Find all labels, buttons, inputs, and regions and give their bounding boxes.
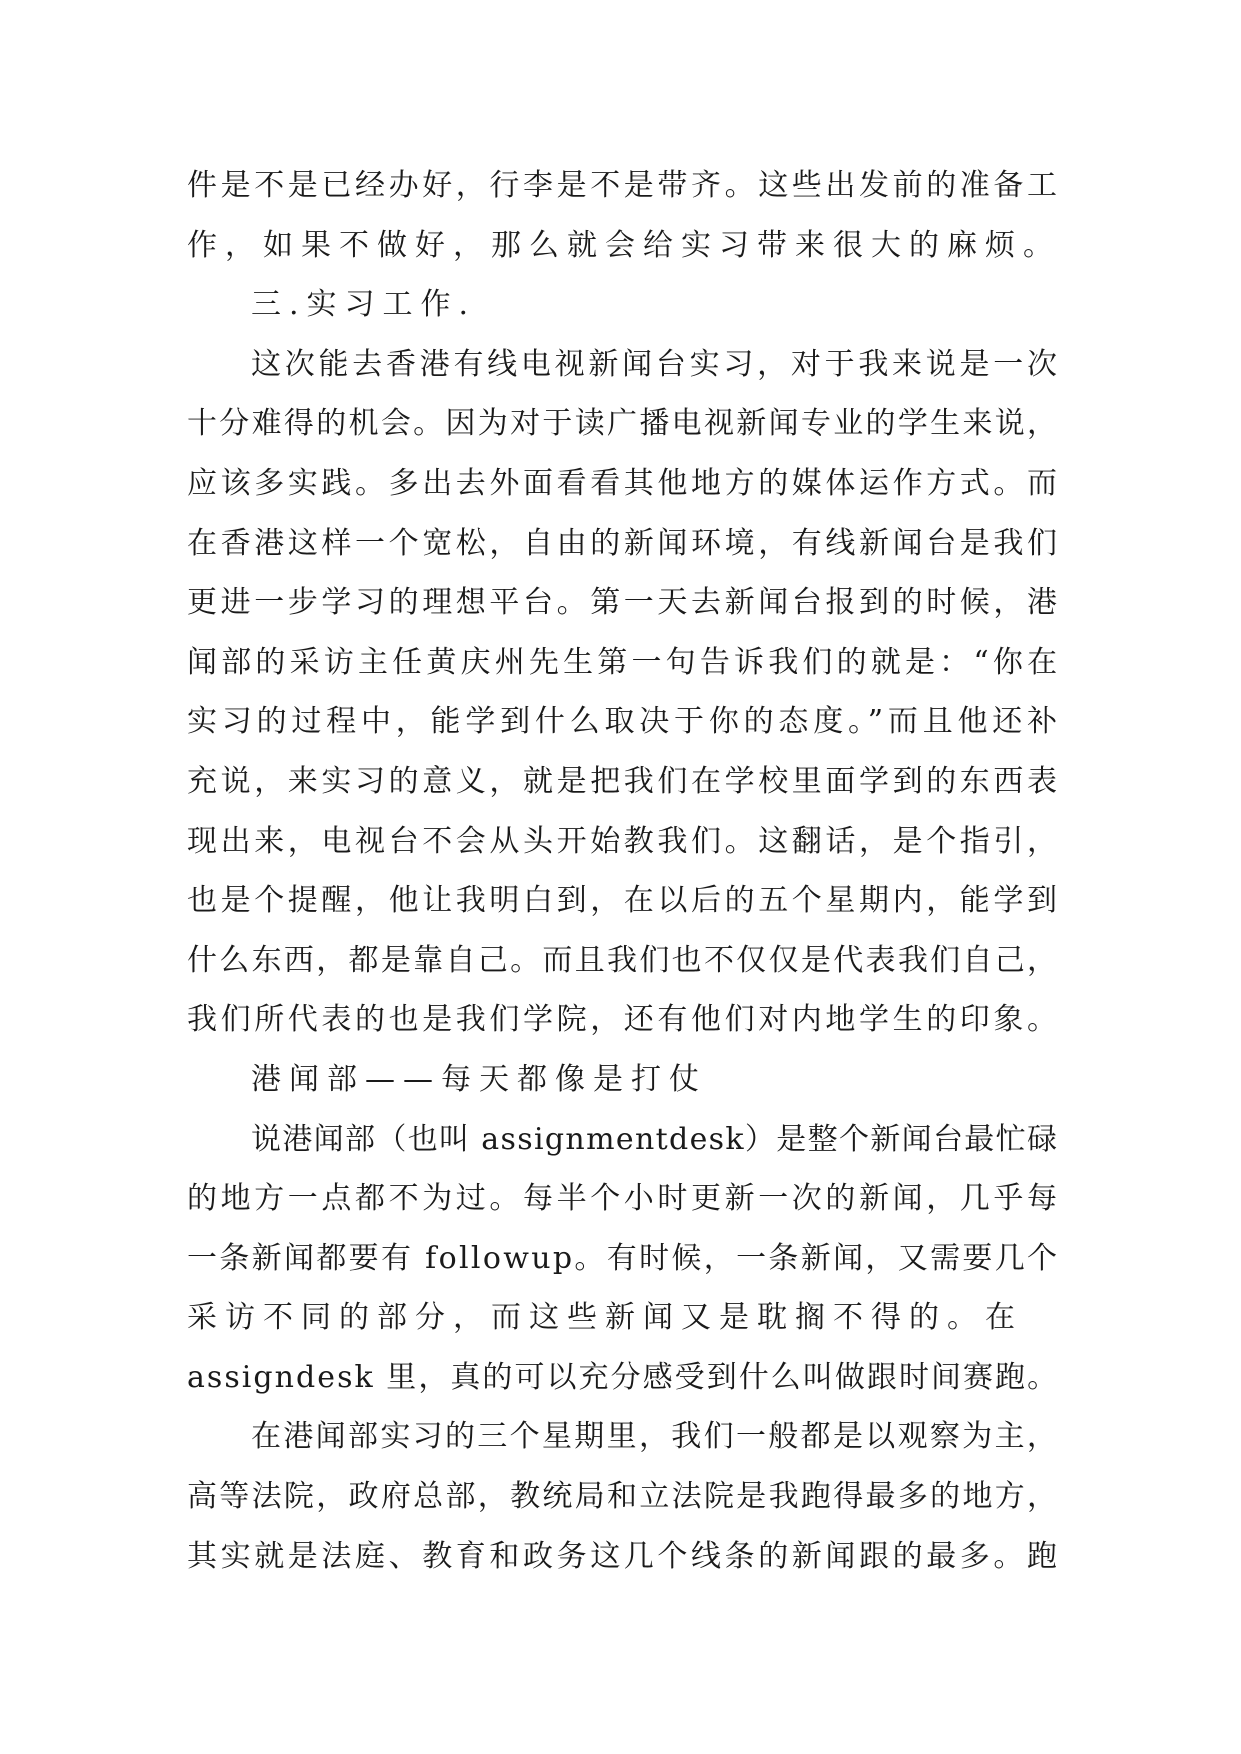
text-line: 一条新闻都要有 followup。有时候，一条新闻，又需要几个 xyxy=(187,1240,1060,1276)
text-line: 十分难得的机会。因为对于读广播电视新闻专业的学生来说， xyxy=(187,406,1060,442)
text-line: assigndesk 里，真的可以充分感受到什么叫做跟时间赛跑。 xyxy=(187,1359,1060,1395)
subsection-heading: 港闻部——每天都像是打仗 xyxy=(251,1061,707,1097)
text-line: 什么东西，都是靠自己。而且我们也不仅仅是代表我们自己， xyxy=(187,942,1060,978)
text-line: 采访不同的部分，而这些新闻又是耽搁不得的。在 xyxy=(187,1300,1023,1336)
text-line: 说港闻部（也叫 assignmentdesk）是整个新闻台最忙碌 xyxy=(251,1121,1059,1157)
text-line: 作，如果不做好，那么就会给实习带来很大的麻烦。 xyxy=(187,227,1061,263)
text-line: 件是不是已经办好，行李是不是带齐。这些出发前的准备工 xyxy=(187,168,1061,203)
text-line: 应该多实践。多出去外面看看其他地方的媒体运作方式。而 xyxy=(187,465,1061,501)
text-line: 其实就是法庭、教育和政务这几个线条的新闻跟的最多。跑 xyxy=(187,1538,1061,1574)
text-line: 也是个提醒，他让我明白到，在以后的五个星期内，能学到 xyxy=(187,883,1061,919)
text-line: 这次能去香港有线电视新闻台实习，对于我来说是一次 xyxy=(251,346,1061,382)
text-line: 高等法院，政府总部，教统局和立法院是我跑得最多的地方， xyxy=(187,1479,1060,1515)
body-text xyxy=(187,156,1062,1586)
text-line: 更进一步学习的理想平台。第一天去新闻台报到的时候，港 xyxy=(187,585,1061,621)
text-line: 的地方一点都不为过。每半个小时更新一次的新闻，几乎每 xyxy=(187,1181,1061,1217)
section-heading: 三.实习工作. xyxy=(251,287,477,323)
text-line: 充说，来实习的意义，就是把我们在学校里面学到的东西表 xyxy=(187,763,1061,799)
text-line: 在香港这样一个宽松，自由的新闻环境，有线新闻台是我们 xyxy=(187,525,1061,561)
text-line: 闻部的采访主任黄庆州先生第一句告诉我们的就是：“你在 xyxy=(187,644,1062,680)
text-line: 实习的过程中，能学到什么取决于你的态度。”而且他还补 xyxy=(187,704,1062,740)
text-line: 我们所代表的也是我们学院，还有他们对内地学生的印象。 xyxy=(187,1002,1061,1038)
text-line: 现出来，电视台不会从头开始教我们。这翻话，是个指引， xyxy=(187,823,1061,859)
text-line: 在港闻部实习的三个星期里，我们一般都是以观察为主， xyxy=(251,1419,1060,1455)
